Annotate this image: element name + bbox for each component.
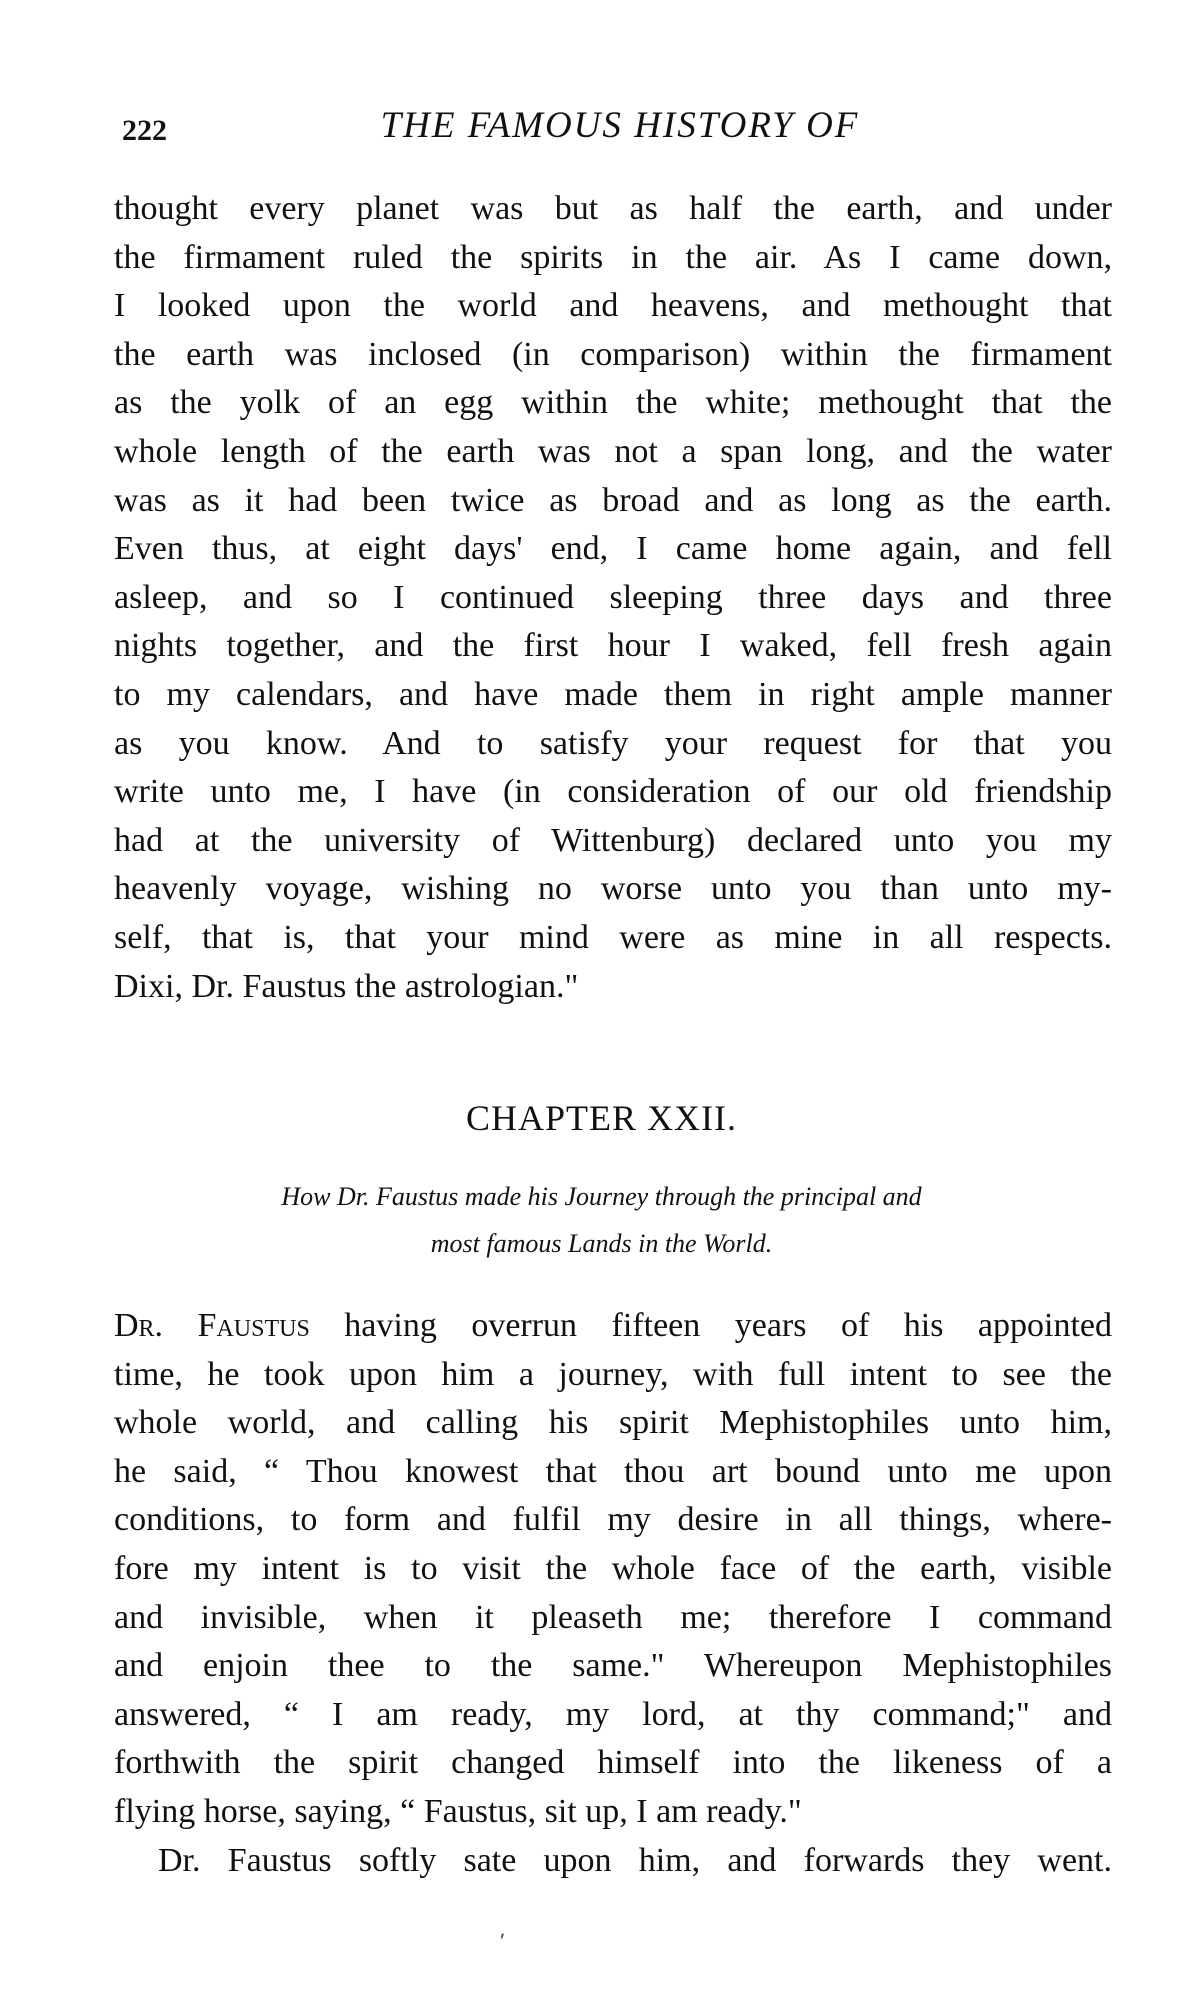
text-line: and enjoin thee to the same." Whereupon Mephistophiles xyxy=(114,1647,1112,1685)
text-line: conditions, to form and fulfil my desire in all things, where- xyxy=(114,1501,1112,1539)
opening-smallcaps: Dr. Faustus xyxy=(114,1307,310,1344)
text-line: asleep, and so I continued sleeping three days and three xyxy=(114,578,1112,616)
first-line-rest: having overrun fifteen years of his appointed xyxy=(309,1307,1112,1344)
text-line: self, that is, that your mind were as mine in all respects. xyxy=(114,918,1112,956)
page-number: 222 xyxy=(122,114,167,147)
text-line: had at the university of Wittenburg) declared unto you my xyxy=(114,821,1112,859)
text-line: write unto me, I have (in consideration of our old friendship xyxy=(114,773,1112,811)
text-line: whole length of the earth was not a span long, and the water xyxy=(114,432,1112,470)
running-title: THE FAMOUS HISTORY OF xyxy=(380,105,860,146)
text-line: and invisible, when it pleaseth me; therefore I command xyxy=(114,1598,1112,1636)
chapter-subtitle-line-2: most famous Lands in the World. xyxy=(430,1229,773,1258)
chapter-subtitle-line-1: How Dr. Faustus made his Journey through the principal and xyxy=(281,1182,922,1211)
text-line: he said, “ Thou knowest that thou art bound unto me upon xyxy=(114,1452,1112,1490)
text-line: as the yolk of an egg within the white; methought that the xyxy=(114,384,1112,422)
paragraph-1 xyxy=(114,185,1112,1011)
text-line: Dixi, Dr. Faustus the astrologian." xyxy=(114,967,579,1005)
text-line: thought every planet was but as half the earth, and under xyxy=(114,190,1112,227)
paragraph-3-line: Dr. Faustus softly sate upon him, and forwards they went. xyxy=(158,1841,1112,1879)
text-line: answered, “ I am ready, my lord, at thy command;" and xyxy=(114,1695,1112,1733)
chapter-title: CHAPTER XXII. xyxy=(466,1098,737,1138)
text-line: heavenly voyage, wishing no worse unto you than unto my- xyxy=(114,870,1112,908)
text-line: fore my intent is to visit the whole face of the earth, visible xyxy=(114,1549,1112,1587)
text-line: nights together, and the first hour I waked, fell fresh again xyxy=(114,627,1112,665)
text-line: was as it had been twice as broad and as long as the earth. xyxy=(114,481,1112,519)
text-line: I looked upon the world and heavens, and methought that xyxy=(114,287,1112,325)
text-line: to my calendars, and have made them in right ample manner xyxy=(114,675,1112,713)
text-line: flying horse, saying, “ Faustus, sit up, I am ready." xyxy=(114,1792,802,1830)
text-line: the firmament ruled the spirits in the air. As I came down, xyxy=(114,238,1112,276)
text-line: as you know. And to satisfy your request for that you xyxy=(114,724,1112,762)
text-line xyxy=(114,1302,1112,1351)
text-line: forthwith the spirit changed himself into the likeness of a xyxy=(114,1744,1112,1782)
text-line: Even thus, at eight days' end, I came home again, and fell xyxy=(114,530,1112,568)
text-line: time, he took upon him a journey, with full intent to see the xyxy=(114,1355,1112,1393)
text-line: the earth was inclosed (in comparison) within the firmament xyxy=(114,335,1112,373)
text-line: whole world, and calling his spirit Mephistophiles unto him, xyxy=(114,1404,1112,1442)
printer-ornament-mark: ⸴ xyxy=(500,1922,506,1944)
paragraph-2 xyxy=(114,1302,1112,1885)
